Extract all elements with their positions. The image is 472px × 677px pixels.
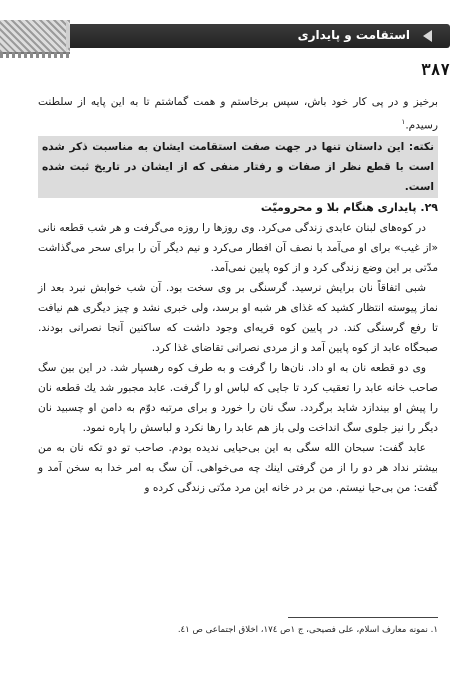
chapter-title: استقامت و پایداری — [297, 28, 410, 42]
footnote-marker: ۱ — [401, 118, 406, 126]
running-header — [0, 20, 472, 58]
chapter-title-band — [70, 24, 450, 48]
body-paragraph: عابد گفت: سبحان الله سگی به این بی‌حیایی ندیده بودم. صاحب تو دو تکه نان به من بیشتر نداد هر دو را از من گرفتی اینك چه می‌خواهی. آن سگ به امر خدا به سخن آمد و گفت: من بی‌حیا نیستم. من بر در خانه این مرد مدّتی زندگی کرده و — [38, 441, 438, 494]
body-paragraph: وی دو قطعه نان به او داد. نان‌ها را گرفت و به طرف کوه رهسپار شد. در این بین سگ صاحب خانه عابد را تعقیب کرد تا جایی که لباس او را گرفت. عابد مجبور شد یك قطعه نان را پیش او بیندازد شاید برگردد. سگ نان را خورد و برای مرتبه دوّم به دامن او چسبید نان دیگر را نیز جلوی سگ انداخت ولی باز هم عابد را رها نکرد و لباسش را پاره نمود. — [38, 361, 438, 434]
footnote: ۱. نمونه معارف اسلام، علی فصیحی، ج ۱ص ۱۷٤، اخلاق اجتماعی ص ٤۱. — [177, 625, 438, 635]
decorative-ornament — [0, 20, 70, 54]
body-paragraph: در کوه‌های لبنان عابدی زندگی می‌کرد. وی روزها را روزه می‌گرفت و هر شب قطعه نانی «از غیب» برای او می‌آمد با نصف آن افطار می‌کرد و نیم دیگر آن را برای سحر می‌گذاشت مدّتی بر این وضع زندگی کرد و از کوه پایین نمی‌آمد. — [38, 221, 438, 274]
note-box: نکته: این داستان تنها در جهت صفت استقامت ایشان به مناسبت ذکر شده است با قطع نظر از صفات و رفتار منفی که از ایشان در تاریخ ثبت شده است. — [38, 136, 438, 198]
intro-paragraph: برخیز و در پی کار خود باش، سپس برخاستم و همت گماشتم تا به این پایه از سلطنت رسیدم.$^۱$ — [38, 96, 438, 132]
page-number: ۳۸۷ — [421, 60, 450, 79]
body-paragraph: شبی اتفاقاً نان برایش نرسید. گرسنگی بر وی سخت بود. آن شب خوابش نبرد بعد از نماز پیوسته انتظار کشید که غذای هر شبه او برسد، ولی خبری نشد و چیز دیگری هم نیافت تا رفع گرسنگی کند. در پایین کوه قریه‌ای وجود داشت که ساکنین آنجا نصرانی بودند. صبحگاه عابد از کوه پایین آمد و از مردی نصرانی تقاضای غذا کرد. — [38, 281, 438, 354]
footnote-divider — [288, 617, 438, 618]
section-heading: ۲۹. پایداری هنگام بلا و محرومیّت — [260, 200, 438, 214]
page-content — [38, 92, 438, 498]
arrow-left-icon — [423, 30, 432, 42]
